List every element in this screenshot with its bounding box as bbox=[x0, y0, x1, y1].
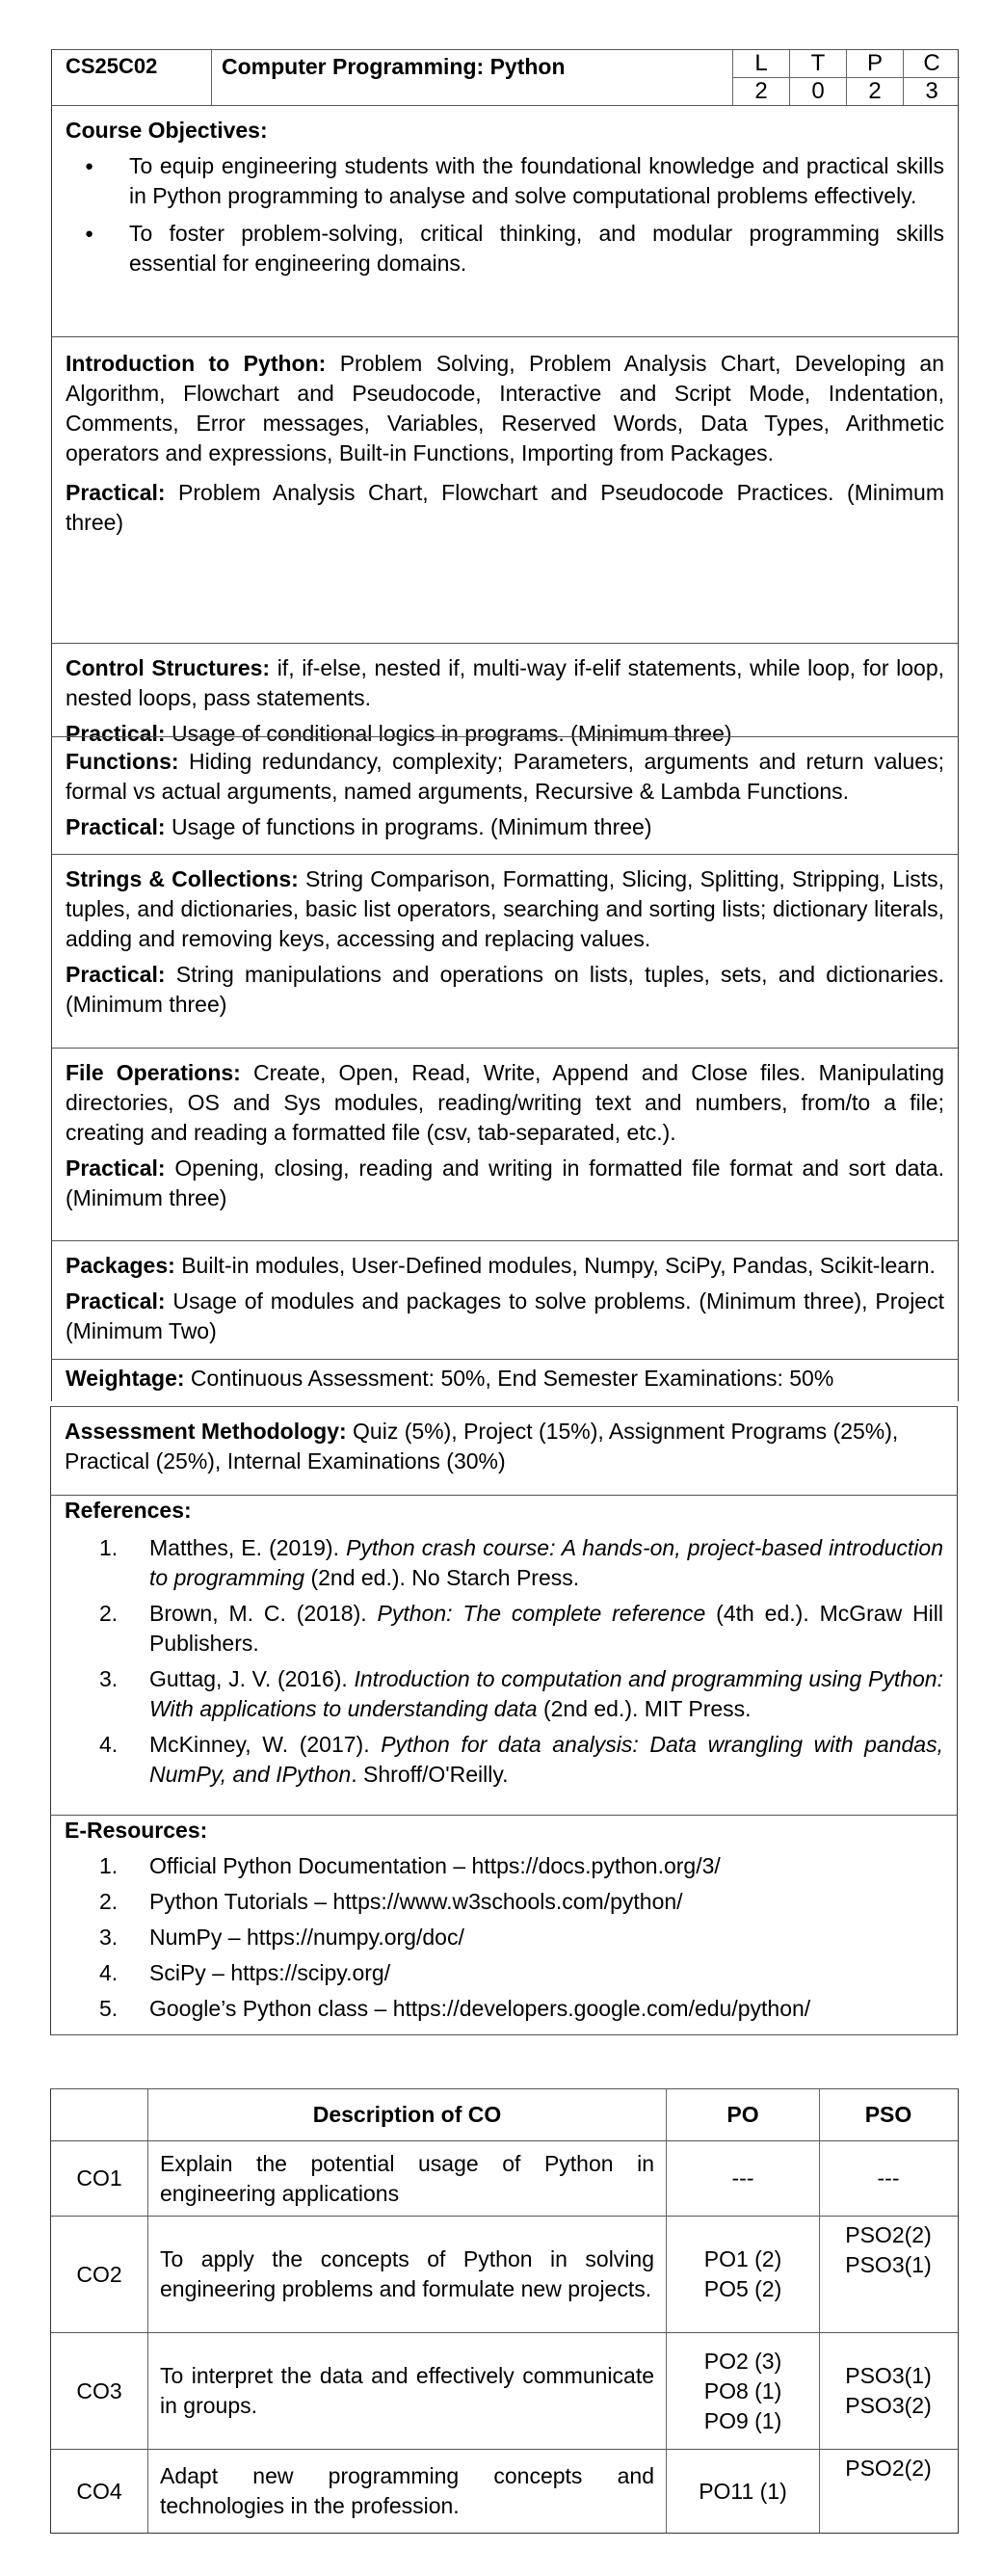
eresources-heading: E-Resources: bbox=[65, 1818, 208, 1843]
co-pso: PSO3(1) PSO3(2) bbox=[845, 2363, 932, 2418]
practical-label: Practical: bbox=[66, 1155, 166, 1181]
co-po: PO11 (1) bbox=[667, 2450, 820, 2533]
weightage-label: Weightage: bbox=[66, 1366, 185, 1391]
objective-item: ● To equip engineering students with the foundational knowledge and practical skills in Python programming to analyse and solve computational problems effectively. bbox=[66, 151, 944, 211]
eresource-item: 2. Python Tutorials – https://www.w3schools.com/python/ bbox=[99, 1889, 683, 1914]
ltpc-p: P 2 bbox=[846, 50, 903, 105]
co-row bbox=[50, 2140, 959, 2216]
unit-content: Built-in modules, User-Defined modules, Numpy, SciPy, Pandas, Scikit-learn. bbox=[174, 1253, 936, 1278]
unit-title: Functions: bbox=[66, 749, 179, 774]
co-id: CO1 bbox=[51, 2141, 148, 2216]
co-desc-header: Description of CO bbox=[148, 2089, 667, 2140]
eresource-link[interactable]: Python Tutorials – https://www.w3schools.com/python/ bbox=[149, 1889, 683, 1914]
eresource-item: 5. Google’s Python class – https://developers.google.com/edu/python/ bbox=[99, 1996, 811, 2021]
practical-content: Usage of functions in programs. (Minimum three) bbox=[165, 814, 652, 839]
unit-content: Create, Open, Read, Write, Append and Close files. Manipulating directories, OS and Sys modules, reading/writing text and numbers, from/to a file; creating and reading a formatted file (csv, tab-separated, etc.). bbox=[66, 1060, 944, 1145]
co-id: CO2 bbox=[51, 2217, 148, 2332]
practical-content: Usage of conditional logics in programs. (Minimum three) bbox=[165, 721, 732, 746]
references-row bbox=[50, 1495, 958, 1815]
reference-item: 4. McKinney, W. (2017). Python for data analysis: Data wrangling with pandas, NumPy, and IPython. Shroff/O'Reilly. bbox=[99, 1732, 943, 1787]
reference-item: 1. Matthes, E. (2019). Python crash course: A hands-on, project-based introduction to programming (2nd ed.). No Starch Press. bbox=[99, 1535, 944, 1590]
unit-title: File Operations: bbox=[66, 1060, 241, 1085]
co-po: PO1 (2) PO5 (2) bbox=[667, 2217, 820, 2332]
co-description: To apply the concepts of Python in solving engineering problems and formulate new projects. bbox=[148, 2217, 667, 2332]
assessment-text: Quiz (5%), Project (15%), Assignment Programs (25%), Practical (25%), Internal Examinations (30%) bbox=[65, 1419, 899, 1474]
practical-content: Opening, closing, reading and writing in formatted file format and sort data. (Minimum three) bbox=[66, 1155, 944, 1210]
unit-intro-row bbox=[51, 336, 959, 643]
co-row bbox=[50, 2449, 959, 2534]
objectives-heading: Course Objectives: bbox=[66, 118, 268, 143]
reference-item: 2. Brown, M. C. (2018). Python: The complete reference (4th ed.). McGraw Hill Publishers. bbox=[99, 1601, 944, 1656]
objective-item: ● To foster problem-solving, critical thinking, and modular programming skills essential for engineering domains. bbox=[66, 219, 944, 279]
pso-header: PSO bbox=[864, 2102, 912, 2127]
unit-content: String Comparison, Formatting, Slicing, Splitting, Stripping, Lists, tuples, and dictionaries, basic list operators, searching and sorting lists; dictionary literals, adding and removing keys, accessing and replacing values. bbox=[66, 866, 944, 951]
practical-content: String manipulations and operations on lists, tuples, sets, and dictionaries. (Minimum three) bbox=[66, 962, 944, 1017]
co-description: Explain the potential usage of Python in engineering applications bbox=[148, 2141, 667, 2216]
eresource-item: 3. NumPy – https://numpy.org/doc/ bbox=[99, 1925, 464, 1950]
co-description: To interpret the data and effectively communicate in groups. bbox=[148, 2333, 667, 2449]
ltpc-t: T 0 bbox=[789, 50, 846, 105]
co-pso: PSO2(2) bbox=[845, 2456, 932, 2481]
co-row bbox=[50, 2216, 959, 2332]
co-pso: PSO2(2) PSO3(1) bbox=[845, 2222, 932, 2277]
reference-item: 3. Guttag, J. V. (2016). Introduction to computation and programming using Python: With applications to understanding data (2nd ed.). MIT Press. bbox=[99, 1666, 943, 1721]
co-row bbox=[50, 2332, 959, 2449]
co-po: --- bbox=[667, 2141, 820, 2216]
unit-title: Introduction to Python: bbox=[66, 351, 327, 376]
eresource-link[interactable]: Official Python Documentation – https://docs.python.org/3/ bbox=[149, 1853, 721, 1878]
eresource-link[interactable]: Google’s Python class – https://developers.google.com/edu/python/ bbox=[149, 1996, 811, 2021]
assessment-label: Assessment Methodology: bbox=[65, 1419, 347, 1444]
practical-content: Problem Analysis Chart, Flowchart and Pseudocode Practices. (Minimum three) bbox=[66, 480, 944, 535]
po-header: PO bbox=[667, 2089, 820, 2140]
unit-content: if, if-else, nested if, multi-way if-elif statements, while loop, for loop, nested loops, pass statements. bbox=[66, 655, 944, 710]
unit-title: Strings & Collections: bbox=[66, 866, 299, 891]
eresource-item: 1. Official Python Documentation – https://docs.python.org/3/ bbox=[99, 1853, 721, 1878]
eresources-row bbox=[50, 1815, 958, 2035]
course-title: Computer Programming: Python bbox=[222, 54, 566, 79]
practical-label: Practical: bbox=[66, 962, 166, 987]
course-header-row bbox=[51, 49, 959, 105]
ltpc-l: L 2 bbox=[732, 50, 789, 105]
practical-label: Practical: bbox=[66, 814, 166, 839]
ltpc-c: C 3 bbox=[903, 50, 960, 105]
unit-control-row bbox=[51, 643, 959, 746]
co-id: CO4 bbox=[51, 2450, 148, 2533]
unit-functions-row bbox=[51, 736, 959, 854]
unit-content: Problem Solving, Problem Analysis Chart, Developing an Algorithm, Flowchart and Pseudocode, Interactive and Script Mode, Indentation, Comments, Error messages, Variables, Reserved Words, Data Types, Arithmetic operators and expressions, Built-in Functions, Importing from Packages. bbox=[66, 351, 944, 465]
practical-content: Usage of modules and packages to solve problems. (Minimum three), Project (Minimum Two) bbox=[66, 1288, 944, 1343]
unit-file-row bbox=[51, 1048, 959, 1240]
weightage-text: Continuous Assessment: 50%, End Semester Examinations: 50% bbox=[184, 1366, 834, 1391]
eresource-link[interactable]: SciPy – https://scipy.org/ bbox=[149, 1960, 391, 1985]
unit-title: Control Structures: bbox=[66, 655, 271, 680]
assessment-row bbox=[50, 1406, 958, 1495]
co-pso: --- bbox=[877, 2165, 900, 2191]
co-description: Adapt new programming concepts and technologies in the profession. bbox=[148, 2450, 667, 2533]
practical-label: Practical: bbox=[66, 721, 166, 746]
unit-content: Hiding redundancy, complexity; Parameters, arguments and return values; formal vs actual arguments, named arguments, Recursive & Lambda Functions. bbox=[66, 749, 944, 804]
practical-label: Practical: bbox=[66, 1288, 166, 1314]
eresource-item: 4. SciPy – https://scipy.org/ bbox=[99, 1960, 391, 1985]
co-id: CO3 bbox=[51, 2333, 148, 2449]
objectives-row bbox=[51, 105, 959, 336]
unit-strings-row bbox=[51, 854, 959, 1048]
course-code: CS25C02 bbox=[52, 50, 212, 105]
eresource-link[interactable]: NumPy – https://numpy.org/doc/ bbox=[149, 1925, 464, 1950]
weightage-row bbox=[51, 1359, 959, 1401]
unit-packages-row bbox=[51, 1240, 959, 1359]
practical-label: Practical: bbox=[66, 480, 166, 505]
co-header-row bbox=[50, 2088, 959, 2140]
co-po: PO2 (3) PO8 (1) PO9 (1) bbox=[667, 2333, 820, 2449]
references-heading: References: bbox=[65, 1498, 192, 1523]
unit-title: Packages: bbox=[66, 1253, 175, 1278]
